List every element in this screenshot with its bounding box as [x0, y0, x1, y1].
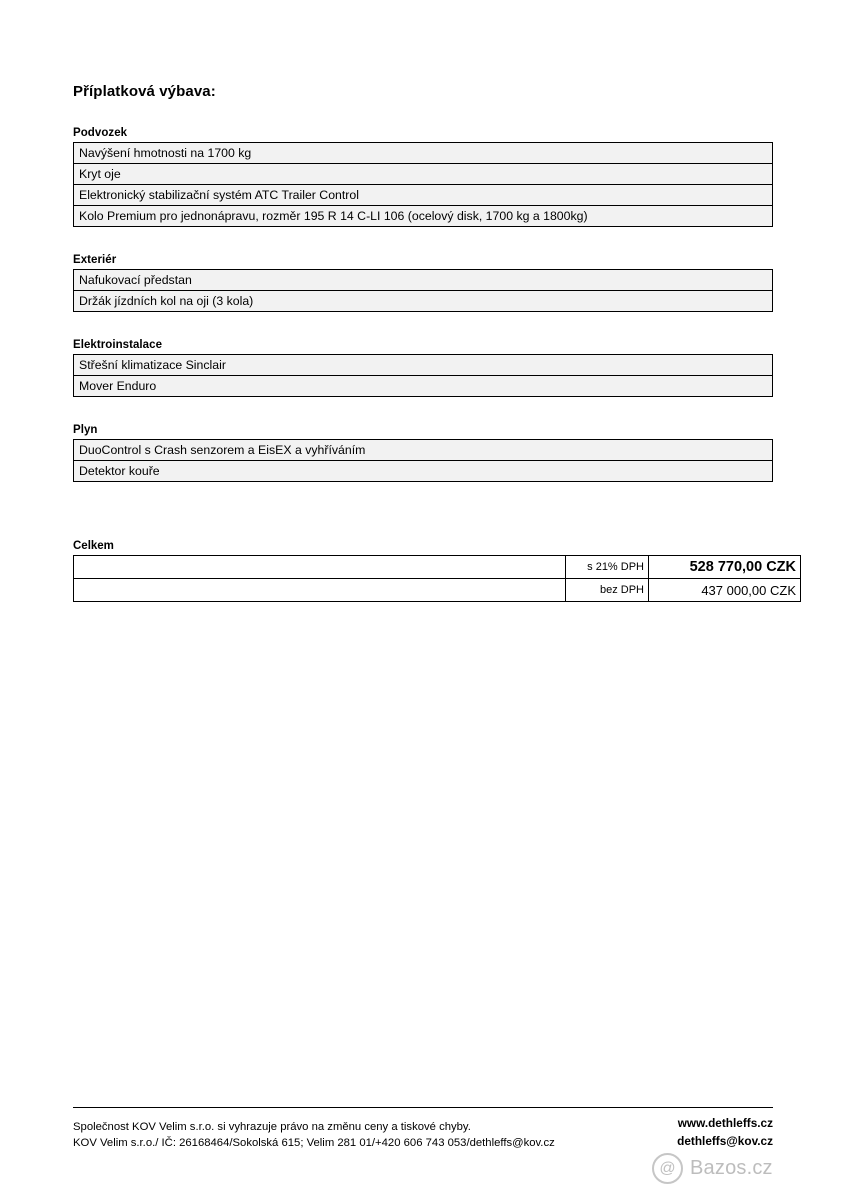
option-label: Elektronický stabilizační systém ATC Trailer Control	[74, 185, 773, 206]
option-label: Navýšení hmotnosti na 1700 kg	[74, 143, 773, 164]
section-podvozek	[73, 127, 773, 227]
totals-spacer-cell	[74, 579, 566, 602]
totals-label: bez DPH	[566, 579, 649, 602]
options-table	[73, 142, 773, 227]
table-row	[74, 376, 773, 397]
options-table	[73, 269, 773, 312]
table-row	[74, 355, 773, 376]
table-row	[74, 291, 773, 312]
totals-value-with-vat: 528 770,00 CZK	[649, 556, 801, 579]
table-row	[74, 440, 773, 461]
footer-email-link[interactable]: dethleffs@kov.cz	[677, 1133, 773, 1148]
footer-line-1: Společnost KOV Velim s.r.o. si vyhrazuje právo na změnu ceny a tiskové chyby.	[73, 1121, 471, 1133]
watermark-label: Bazos.cz	[690, 1157, 773, 1179]
table-row	[74, 556, 801, 579]
footer-contact	[677, 1115, 773, 1150]
watermark	[652, 1153, 773, 1184]
section-title: Plyn	[73, 424, 98, 436]
option-label: Nafukovací předstan	[74, 270, 773, 291]
option-label: DuoControl s Crash senzorem a EisEX a vyhříváním	[74, 440, 773, 461]
option-label: Mover Enduro	[74, 376, 773, 397]
option-label: Kryt oje	[74, 164, 773, 185]
totals-value-without-vat: 437 000,00 CZK	[649, 579, 801, 602]
table-row	[74, 270, 773, 291]
table-row	[74, 164, 773, 185]
table-row	[74, 461, 773, 482]
totals-label: s 21% DPH	[566, 556, 649, 579]
option-label: Držák jízdních kol na oji (3 kola)	[74, 291, 773, 312]
options-table	[73, 354, 773, 397]
section-exterier	[73, 254, 773, 312]
footer-line-2: KOV Velim s.r.o./ IČ: 26168464/Sokolská 615; Velim 281 01/+420 606 743 053/dethleffs@kov.cz	[73, 1137, 555, 1150]
totals-spacer-cell	[74, 556, 566, 579]
document-content	[73, 0, 796, 602]
totals-table	[73, 555, 801, 602]
option-label: Detektor kouře	[74, 461, 773, 482]
options-table	[73, 439, 773, 482]
footer-divider	[73, 1107, 773, 1108]
section-title: Elektroinstalace	[73, 339, 163, 351]
footer-legal-text	[73, 1119, 573, 1152]
totals-section	[73, 540, 796, 602]
option-label: Střešní klimatizace Sinclair	[74, 355, 773, 376]
table-row	[74, 143, 773, 164]
totals-title: Celkem	[73, 540, 114, 552]
section-plyn	[73, 424, 773, 482]
table-row	[74, 185, 773, 206]
footer-website-link[interactable]: www.dethleffs.cz	[677, 1116, 773, 1130]
at-sign-icon: @	[652, 1153, 683, 1184]
section-elektroinstalace	[73, 339, 773, 397]
section-title: Podvozek	[73, 127, 128, 139]
table-row	[74, 579, 801, 602]
page-title: Příplatková výbava:	[73, 83, 216, 100]
table-row	[74, 206, 773, 227]
section-title: Exteriér	[73, 254, 117, 266]
option-label: Kolo Premium pro jednonápravu, rozměr 195 R 14 C-LI 106 (ocelový disk, 1700 kg a 1800kg)	[74, 206, 773, 227]
